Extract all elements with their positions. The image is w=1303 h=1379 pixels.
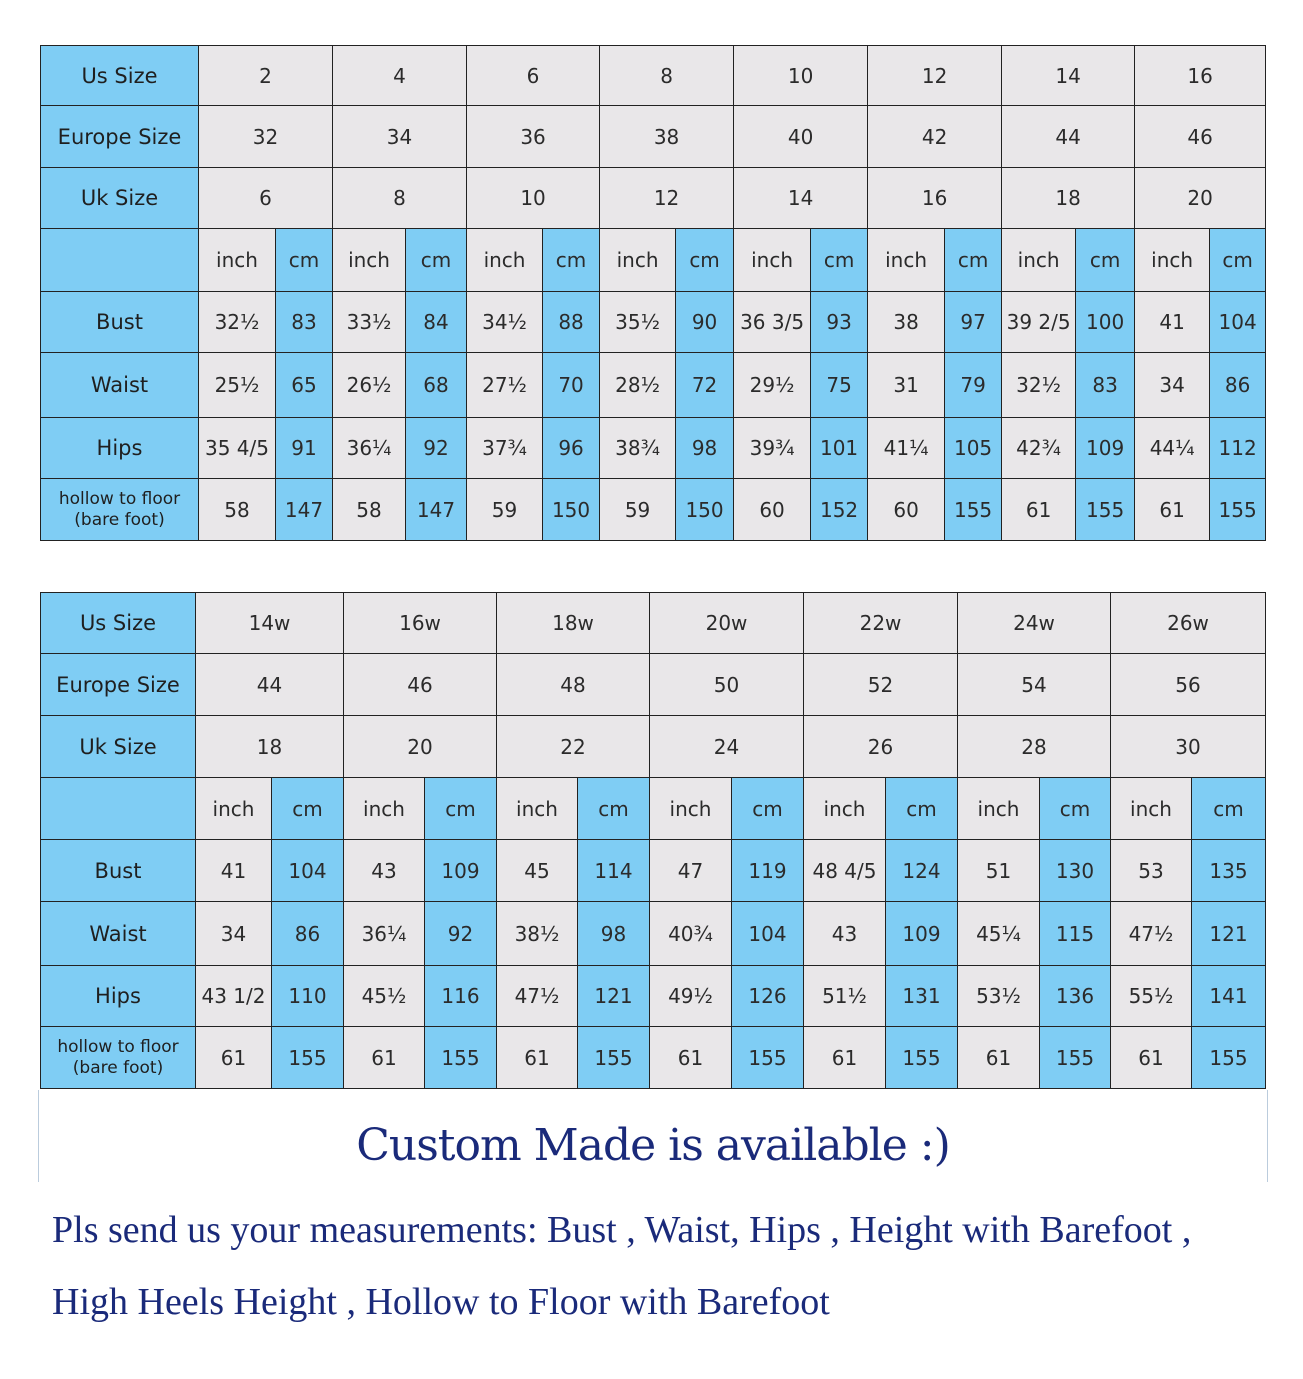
row-label-eu: Europe Size — [41, 654, 196, 716]
cm-value-cell: 136 — [1040, 966, 1111, 1027]
eu-size-cell: 34 — [333, 106, 467, 168]
row-unit — [41, 229, 1266, 292]
inch-unit-header: inch — [497, 778, 578, 840]
row-label-uk: Uk Size — [41, 168, 199, 229]
row-hollow — [41, 479, 1266, 541]
us-size-cell: 14 — [1002, 46, 1135, 106]
inch-value-cell: 45 — [497, 840, 578, 902]
cm-unit-header: cm — [811, 229, 868, 292]
cm-value-cell: 147 — [276, 479, 333, 541]
uk-size-cell: 8 — [333, 168, 467, 229]
inch-value-cell: 40¾ — [650, 902, 732, 966]
us-size-cell: 2 — [199, 46, 333, 106]
inch-value-cell: 48 4/5 — [804, 840, 886, 902]
inch-unit-header: inch — [650, 778, 732, 840]
eu-size-cell: 54 — [958, 654, 1111, 716]
inch-value-cell: 61 — [1135, 479, 1210, 541]
us-size-cell: 8 — [600, 46, 734, 106]
inch-value-cell: 60 — [868, 479, 945, 541]
cm-value-cell: 83 — [1076, 353, 1135, 418]
cm-value-cell: 155 — [1040, 1027, 1111, 1089]
cm-value-cell: 155 — [272, 1027, 344, 1089]
inch-value-cell: 51 — [958, 840, 1040, 902]
us-size-cell: 4 — [333, 46, 467, 106]
cm-value-cell: 79 — [945, 353, 1002, 418]
inch-value-cell: 61 — [650, 1027, 732, 1089]
cm-value-cell: 109 — [425, 840, 497, 902]
inch-value-cell: 47½ — [497, 966, 578, 1027]
uk-size-cell: 18 — [1002, 168, 1135, 229]
cm-value-cell: 155 — [1192, 1027, 1266, 1089]
row-label-us: Us Size — [41, 46, 199, 106]
inch-value-cell: 26½ — [333, 353, 406, 418]
cm-unit-header: cm — [1040, 778, 1111, 840]
inch-value-cell: 29½ — [734, 353, 811, 418]
inch-value-cell: 61 — [958, 1027, 1040, 1089]
cm-value-cell: 131 — [886, 966, 958, 1027]
cm-value-cell: 105 — [945, 418, 1002, 479]
uk-size-cell: 20 — [344, 716, 497, 778]
cm-unit-header: cm — [1192, 778, 1266, 840]
cm-value-cell: 124 — [886, 840, 958, 902]
inch-value-cell: 38 — [868, 292, 945, 353]
uk-size-cell: 12 — [600, 168, 734, 229]
uk-size-cell: 30 — [1111, 716, 1266, 778]
row-eu — [41, 106, 1266, 168]
row-eu — [41, 654, 1266, 716]
measurements-note-line2: High Heels Height , Hollow to Floor with Barefoot — [52, 1281, 830, 1323]
inch-value-cell: 39 2/5 — [1002, 292, 1076, 353]
inch-value-cell: 59 — [467, 479, 543, 541]
cm-unit-header: cm — [276, 229, 333, 292]
uk-size-cell: 18 — [196, 716, 344, 778]
row-label-hips: Hips — [41, 418, 199, 479]
cm-value-cell: 110 — [272, 966, 344, 1027]
row-label-bust: Bust — [41, 292, 199, 353]
cm-value-cell: 121 — [578, 966, 650, 1027]
eu-size-cell: 40 — [734, 106, 868, 168]
inch-value-cell: 34 — [196, 902, 272, 966]
us-size-cell: 16w — [344, 593, 497, 654]
cm-value-cell: 155 — [1210, 479, 1266, 541]
cm-value-cell: 150 — [543, 479, 600, 541]
inch-value-cell: 45½ — [344, 966, 425, 1027]
inch-value-cell: 41 — [196, 840, 272, 902]
inch-value-cell: 41 — [1135, 292, 1210, 353]
us-size-cell: 18w — [497, 593, 650, 654]
row-uk — [41, 716, 1266, 778]
inch-unit-header: inch — [734, 229, 811, 292]
cm-value-cell: 70 — [543, 353, 600, 418]
cm-unit-header: cm — [543, 229, 600, 292]
eu-size-cell: 44 — [1002, 106, 1135, 168]
cm-unit-header: cm — [578, 778, 650, 840]
row-hips — [41, 418, 1266, 479]
cm-value-cell: 91 — [276, 418, 333, 479]
cm-value-cell: 119 — [732, 840, 804, 902]
inch-unit-header: inch — [600, 229, 676, 292]
inch-value-cell: 47 — [650, 840, 732, 902]
cm-value-cell: 109 — [886, 902, 958, 966]
inch-unit-header: inch — [1135, 229, 1210, 292]
inch-value-cell: 41¼ — [868, 418, 945, 479]
row-label-bust: Bust — [41, 840, 196, 902]
cm-value-cell: 115 — [1040, 902, 1111, 966]
cm-value-cell: 126 — [732, 966, 804, 1027]
row-label-hollow: hollow to floor (bare foot) — [41, 479, 199, 541]
cm-value-cell: 152 — [811, 479, 868, 541]
inch-value-cell: 47½ — [1111, 902, 1192, 966]
cm-value-cell: 155 — [578, 1027, 650, 1089]
cm-value-cell: 96 — [543, 418, 600, 479]
cm-value-cell: 104 — [1210, 292, 1266, 353]
cm-value-cell: 116 — [425, 966, 497, 1027]
cm-unit-header: cm — [1210, 229, 1266, 292]
inch-value-cell: 28½ — [600, 353, 676, 418]
inch-value-cell: 61 — [804, 1027, 886, 1089]
row-label-waist: Waist — [41, 902, 196, 966]
inch-value-cell: 32½ — [1002, 353, 1076, 418]
cm-value-cell: 104 — [732, 902, 804, 966]
row-unit — [41, 778, 1266, 840]
eu-size-cell: 36 — [467, 106, 600, 168]
eu-size-cell: 38 — [600, 106, 734, 168]
inch-value-cell: 43 — [804, 902, 886, 966]
eu-size-cell: 42 — [868, 106, 1002, 168]
cm-value-cell: 155 — [886, 1027, 958, 1089]
inch-value-cell: 36 3/5 — [734, 292, 811, 353]
inch-value-cell: 32½ — [199, 292, 276, 353]
cm-value-cell: 135 — [1192, 840, 1266, 902]
uk-size-cell: 22 — [497, 716, 650, 778]
inch-value-cell: 34½ — [467, 292, 543, 353]
cm-value-cell: 109 — [1076, 418, 1135, 479]
row-label-uk: Uk Size — [41, 716, 196, 778]
cm-value-cell: 86 — [272, 902, 344, 966]
inch-unit-header: inch — [196, 778, 272, 840]
cm-unit-header: cm — [272, 778, 344, 840]
inch-value-cell: 61 — [344, 1027, 425, 1089]
inch-value-cell: 35 4/5 — [199, 418, 276, 479]
uk-size-cell: 14 — [734, 168, 868, 229]
uk-size-cell: 20 — [1135, 168, 1266, 229]
cm-value-cell: 83 — [276, 292, 333, 353]
row-waist — [41, 353, 1266, 418]
cm-value-cell: 155 — [425, 1027, 497, 1089]
us-size-cell: 12 — [868, 46, 1002, 106]
row-uk — [41, 168, 1266, 229]
us-size-cell: 20w — [650, 593, 804, 654]
cm-value-cell: 98 — [578, 902, 650, 966]
uk-size-cell: 10 — [467, 168, 600, 229]
cm-value-cell: 88 — [543, 292, 600, 353]
eu-size-cell: 46 — [344, 654, 497, 716]
inch-value-cell: 55½ — [1111, 966, 1192, 1027]
inch-unit-header: inch — [1111, 778, 1192, 840]
cm-value-cell: 86 — [1210, 353, 1266, 418]
inch-value-cell: 60 — [734, 479, 811, 541]
us-size-cell: 24w — [958, 593, 1111, 654]
eu-size-cell: 48 — [497, 654, 650, 716]
cm-value-cell: 84 — [406, 292, 467, 353]
inch-value-cell: 51½ — [804, 966, 886, 1027]
inch-value-cell: 37¾ — [467, 418, 543, 479]
cm-value-cell: 114 — [578, 840, 650, 902]
row-label-hollow: hollow to floor (bare foot) — [41, 1027, 196, 1089]
cm-value-cell: 92 — [406, 418, 467, 479]
uk-size-cell: 16 — [868, 168, 1002, 229]
inch-value-cell: 43 1/2 — [196, 966, 272, 1027]
inch-unit-header: inch — [333, 229, 406, 292]
inch-unit-header: inch — [804, 778, 886, 840]
uk-size-cell: 28 — [958, 716, 1111, 778]
cm-value-cell: 68 — [406, 353, 467, 418]
eu-size-cell: 52 — [804, 654, 958, 716]
cm-value-cell: 75 — [811, 353, 868, 418]
cm-unit-header: cm — [886, 778, 958, 840]
cm-value-cell: 141 — [1192, 966, 1266, 1027]
inch-unit-header: inch — [1002, 229, 1076, 292]
cm-value-cell: 101 — [811, 418, 868, 479]
row-label-us: Us Size — [41, 593, 196, 654]
inch-value-cell: 61 — [1111, 1027, 1192, 1089]
us-size-cell: 16 — [1135, 46, 1266, 106]
row-waist — [41, 902, 1266, 966]
inch-value-cell: 61 — [497, 1027, 578, 1089]
row-us — [41, 593, 1266, 654]
inch-value-cell: 61 — [1002, 479, 1076, 541]
cm-value-cell: 130 — [1040, 840, 1111, 902]
cm-value-cell: 92 — [425, 902, 497, 966]
cm-unit-header: cm — [732, 778, 804, 840]
row-label-unit — [41, 778, 196, 840]
cm-value-cell: 104 — [272, 840, 344, 902]
eu-size-cell: 50 — [650, 654, 804, 716]
eu-size-cell: 32 — [199, 106, 333, 168]
cm-unit-header: cm — [425, 778, 497, 840]
inch-value-cell: 58 — [199, 479, 276, 541]
measurements-note-line1: Pls send us your measurements: Bust , Waist, Hips , Height with Barefoot , — [52, 1209, 1192, 1251]
inch-value-cell: 25½ — [199, 353, 276, 418]
inch-value-cell: 58 — [333, 479, 406, 541]
inch-value-cell: 49½ — [650, 966, 732, 1027]
row-label-waist: Waist — [41, 353, 199, 418]
cm-unit-header: cm — [1076, 229, 1135, 292]
cm-value-cell: 100 — [1076, 292, 1135, 353]
row-hips — [41, 966, 1266, 1027]
inch-value-cell: 38½ — [497, 902, 578, 966]
cm-value-cell: 150 — [676, 479, 734, 541]
inch-unit-header: inch — [868, 229, 945, 292]
cm-value-cell: 98 — [676, 418, 734, 479]
us-size-cell: 6 — [467, 46, 600, 106]
inch-value-cell: 35½ — [600, 292, 676, 353]
cm-value-cell: 90 — [676, 292, 734, 353]
inch-value-cell: 34 — [1135, 353, 1210, 418]
inch-value-cell: 36¼ — [333, 418, 406, 479]
cm-unit-header: cm — [945, 229, 1002, 292]
cm-value-cell: 155 — [1076, 479, 1135, 541]
uk-size-cell: 26 — [804, 716, 958, 778]
us-size-cell: 14w — [196, 593, 344, 654]
row-bust — [41, 840, 1266, 902]
cm-value-cell: 155 — [732, 1027, 804, 1089]
cm-value-cell: 93 — [811, 292, 868, 353]
cm-value-cell: 147 — [406, 479, 467, 541]
row-bust — [41, 292, 1266, 353]
inch-value-cell: 27½ — [467, 353, 543, 418]
inch-unit-header: inch — [344, 778, 425, 840]
inch-value-cell: 59 — [600, 479, 676, 541]
cm-value-cell: 121 — [1192, 902, 1266, 966]
cm-value-cell: 112 — [1210, 418, 1266, 479]
row-us — [41, 46, 1266, 106]
inch-unit-header: inch — [958, 778, 1040, 840]
cm-value-cell: 97 — [945, 292, 1002, 353]
cm-value-cell: 72 — [676, 353, 734, 418]
inch-value-cell: 44¼ — [1135, 418, 1210, 479]
inch-value-cell: 42¾ — [1002, 418, 1076, 479]
us-size-cell: 26w — [1111, 593, 1266, 654]
row-label-eu: Europe Size — [41, 106, 199, 168]
row-label-hips: Hips — [41, 966, 196, 1027]
inch-value-cell: 36¼ — [344, 902, 425, 966]
inch-value-cell: 61 — [196, 1027, 272, 1089]
inch-value-cell: 31 — [868, 353, 945, 418]
eu-size-cell: 44 — [196, 654, 344, 716]
inch-value-cell: 39¾ — [734, 418, 811, 479]
inch-value-cell: 53½ — [958, 966, 1040, 1027]
eu-size-cell: 56 — [1111, 654, 1266, 716]
uk-size-cell: 6 — [199, 168, 333, 229]
us-size-cell: 10 — [734, 46, 868, 106]
inch-unit-header: inch — [467, 229, 543, 292]
uk-size-cell: 24 — [650, 716, 804, 778]
cm-value-cell: 155 — [945, 479, 1002, 541]
size-chart-plus — [40, 592, 1266, 1089]
cm-value-cell: 65 — [276, 353, 333, 418]
inch-value-cell: 43 — [344, 840, 425, 902]
size-chart-standard — [40, 45, 1266, 541]
inch-value-cell: 53 — [1111, 840, 1192, 902]
cm-unit-header: cm — [406, 229, 467, 292]
us-size-cell: 22w — [804, 593, 958, 654]
inch-value-cell: 38¾ — [600, 418, 676, 479]
row-hollow — [41, 1027, 1266, 1089]
inch-value-cell: 33½ — [333, 292, 406, 353]
cm-unit-header: cm — [676, 229, 734, 292]
eu-size-cell: 46 — [1135, 106, 1266, 168]
custom-made-banner: Custom Made is available :) — [38, 1090, 1268, 1182]
inch-unit-header: inch — [199, 229, 276, 292]
row-label-unit — [41, 229, 199, 292]
inch-value-cell: 45¼ — [958, 902, 1040, 966]
